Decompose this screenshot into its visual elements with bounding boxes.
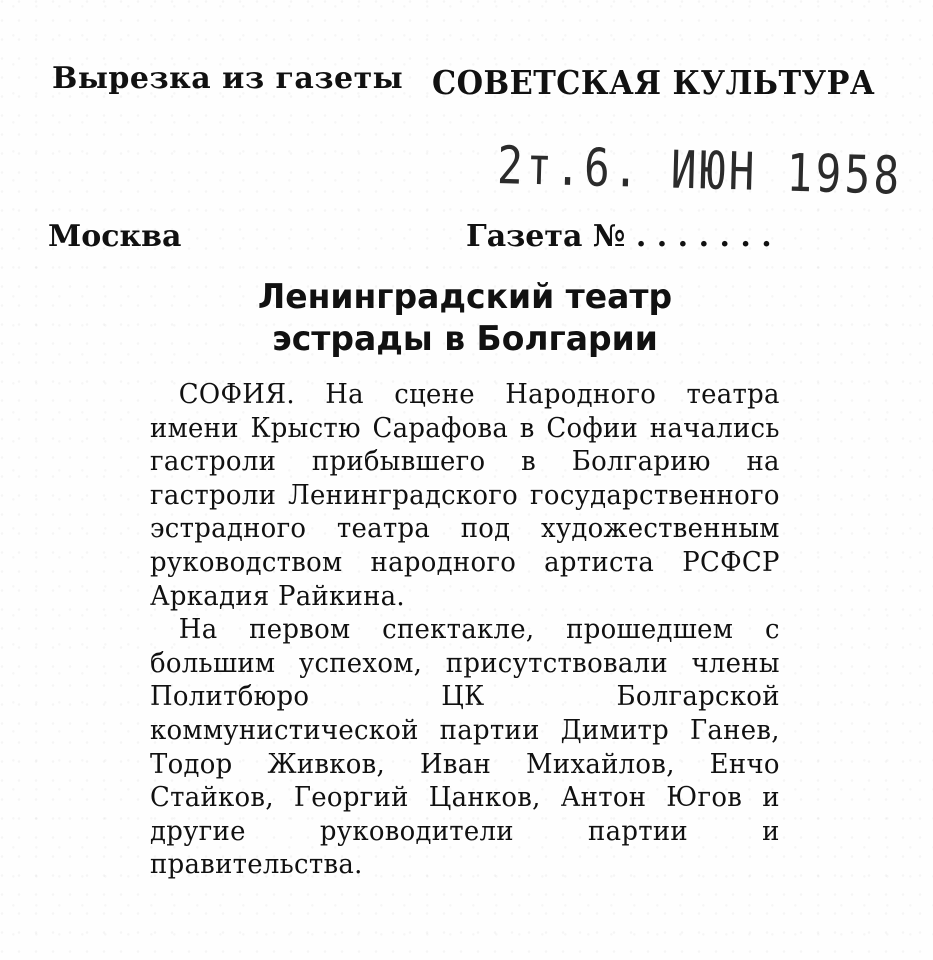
headline-line-2: эстрады в Болгарии: [272, 319, 658, 359]
city-label: Москва: [48, 219, 182, 254]
clipping-label: Вырезка из газеты: [52, 61, 404, 96]
article: [150, 276, 780, 882]
article-paragraph-2: На первом спектакле, прошедшем с большим успехом, присутствовали члены Политбюро ЦК Болгарской коммунистической партии Димитр Ганев, Тодор Живков, Иван Михайлов, Енчо Стайков, Георгий Цанков, Антон Югов и другие руководители партии и правительства.: [150, 614, 780, 881]
article-paragraph-1: СОФИЯ. На сцене Народного театра имени Крыстю Сарафова в Софии начались гастроли прибывшего в Болгарию на гастроли Ленинградского государственного эстрадного театра под художественным руководством народного артиста РСФСР Аркадия Райкина.: [150, 379, 780, 612]
headline-line-1: Ленинградский театр: [257, 277, 673, 317]
article-body: [150, 378, 780, 882]
date-stamp: 2т.6. ИЮН 1958: [496, 136, 904, 207]
newspaper-number-label: Газета № . . . . . . .: [466, 219, 772, 254]
newspaper-name: СОВЕТСКАЯ КУЛЬТУРА: [432, 63, 876, 102]
article-headline: [159, 276, 770, 360]
